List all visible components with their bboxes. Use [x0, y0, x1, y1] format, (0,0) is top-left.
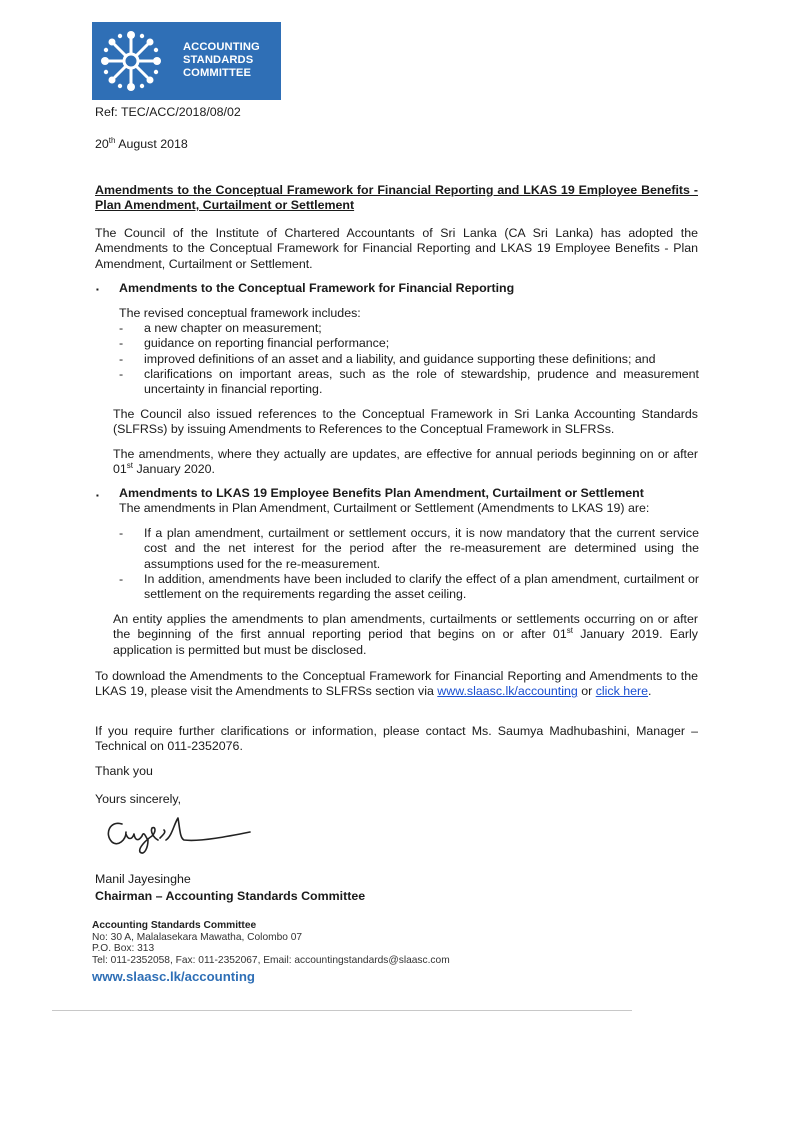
letter-title: Amendments to the Conceptual Framework for Financial Reporting and LKAS 19 Employee Benefits - Plan Amendment, Curtailment or Settlement: [95, 183, 698, 213]
download-text-c: .: [648, 684, 652, 699]
council-note-paragraph: The Council also issued references to the Conceptual Framework in Sri Lanka Accounting Standards (SLFRSs) by issuing Amendments to References to the Conceptual Framework in SLFRSs.: [113, 407, 698, 437]
date-day: 20: [95, 137, 109, 151]
handwritten-signature: [100, 810, 260, 860]
click-here-link[interactable]: click here: [595, 684, 649, 699]
list-dash: -: [119, 336, 124, 350]
list-item-text: guidance on reporting financial performance;: [144, 336, 390, 350]
list-item-text: improved definitions of an asset and a liability, and guidance supporting these definitions; and: [144, 352, 656, 366]
list-item: [119, 367, 699, 399]
list-dash: -: [119, 321, 124, 335]
list-item: [119, 352, 699, 368]
list-item: [119, 336, 699, 352]
section2-heading: Amendments to LKAS 19 Employee Benefits Plan Amendment, Curtailment or Settlement: [119, 486, 644, 500]
list-dash: -: [119, 352, 124, 366]
letter-date: [95, 137, 188, 152]
download-paragraph: [95, 669, 698, 700]
apply-text-a: An entity applies the amendments to plan amendments, curtailments or settlements occurring on or after the beginning of the first annual reporting period that begins on or after 01: [113, 612, 698, 642]
snowflake-emblem-icon: [98, 28, 164, 94]
footer-address: No: 30 A, Malalasekara Mawatha, Colombo 07: [92, 931, 303, 943]
section1-lead: The revised conceptual framework includes:: [119, 306, 361, 320]
reference-number: Ref: TEC/ACC/2018/08/02: [95, 105, 241, 119]
effective-date-paragraph: [113, 447, 698, 478]
footer-org-name: Accounting Standards Committee: [92, 920, 257, 931]
apply-sup: st: [566, 626, 573, 636]
signer-title: Chairman – Accounting Standards Committee: [95, 889, 366, 903]
list-dash: -: [119, 572, 124, 586]
list-item: [119, 526, 699, 573]
footer-website: www.slaasc.lk/accounting: [92, 969, 255, 985]
list-item-text: If a plan amendment, curtailment or settlement occurs, it is now mandatory that the current service cost and the net interest for the period after the re-measurement are determined using the assumptions used for the re-measurement.: [144, 526, 699, 571]
signer-name: Manil Jayesinghe: [95, 872, 191, 886]
logo-line-2: STANDARDS: [183, 54, 254, 67]
effective-text-b: January 2020.: [133, 462, 216, 477]
section1-heading: Amendments to the Conceptual Framework for Financial Reporting: [119, 281, 515, 295]
apply-text-b: January 2019. Early application is permitted but must be disclosed.: [113, 627, 698, 657]
date-rest: August 2018: [115, 137, 188, 151]
effective-sup: st: [126, 461, 134, 471]
section2-lead: The amendments in Plan Amendment, Curtailment or Settlement (Amendments to LKAS 19) are:: [119, 501, 650, 515]
section2-bullet: ▪: [96, 491, 99, 500]
contact-paragraph: If you require further clarifications or information, please contact Ms. Saumya Madhubashini, Manager – Technical on 011-2352076.: [95, 724, 698, 754]
intro-paragraph: The Council of the Institute of Chartered Accountants of Sri Lanka (CA Sri Lanka) has adopted the Amendments to the Conceptual Framework for Financial Reporting and LKAS 19 Employee Benefits - Plan Amendment, Curtailment or Settlement.: [95, 226, 698, 271]
list-item-text: a new chapter on measurement;: [144, 321, 322, 335]
date-day-suffix: th: [108, 135, 116, 145]
download-text-b: or: [577, 684, 596, 699]
thank-you-text: Thank you: [95, 764, 153, 778]
list-item-text: In addition, amendments have been included to clarify the effect of a plan amendment, curtailment or settlement on the requirements regarding the asset ceiling.: [144, 572, 699, 602]
closing-text: Yours sincerely,: [95, 792, 182, 806]
footer-divider: [52, 1010, 632, 1011]
list-item: [119, 321, 699, 337]
footer-pobox: P.O. Box: 313: [92, 943, 155, 955]
logo-wordmark: [183, 41, 260, 81]
list-dash: -: [119, 526, 124, 540]
letterhead-footer: [92, 920, 450, 983]
list-item: [119, 572, 699, 604]
committee-logo: [92, 22, 281, 100]
effective-text-a: The amendments, where they actually are updates, are effective for annual periods beginning on or after 01: [113, 447, 698, 477]
logo-line-1: ACCOUNTING: [183, 41, 260, 53]
list-dash: -: [119, 367, 124, 381]
footer-contact: Tel: 011-2352058, Fax: 011-2352067, Email: accountingstandards@slaasc.com: [92, 954, 450, 966]
application-paragraph: [113, 612, 698, 658]
list-item-text: clarifications on important areas, such as the role of stewardship, prudence and measurement uncertainty in financial reporting.: [144, 367, 699, 397]
download-text-a: To download the Amendments to the Conceptual Framework for Financial Reporting and Amendments to the LKAS 19, please visit the Amendments to SLFRSs section via: [95, 669, 698, 699]
slaasc-accounting-link[interactable]: www.slaasc.lk/accounting: [437, 684, 578, 699]
logo-line-3: COMMITTEE: [183, 67, 252, 80]
section1-bullet: ▪: [96, 285, 99, 294]
